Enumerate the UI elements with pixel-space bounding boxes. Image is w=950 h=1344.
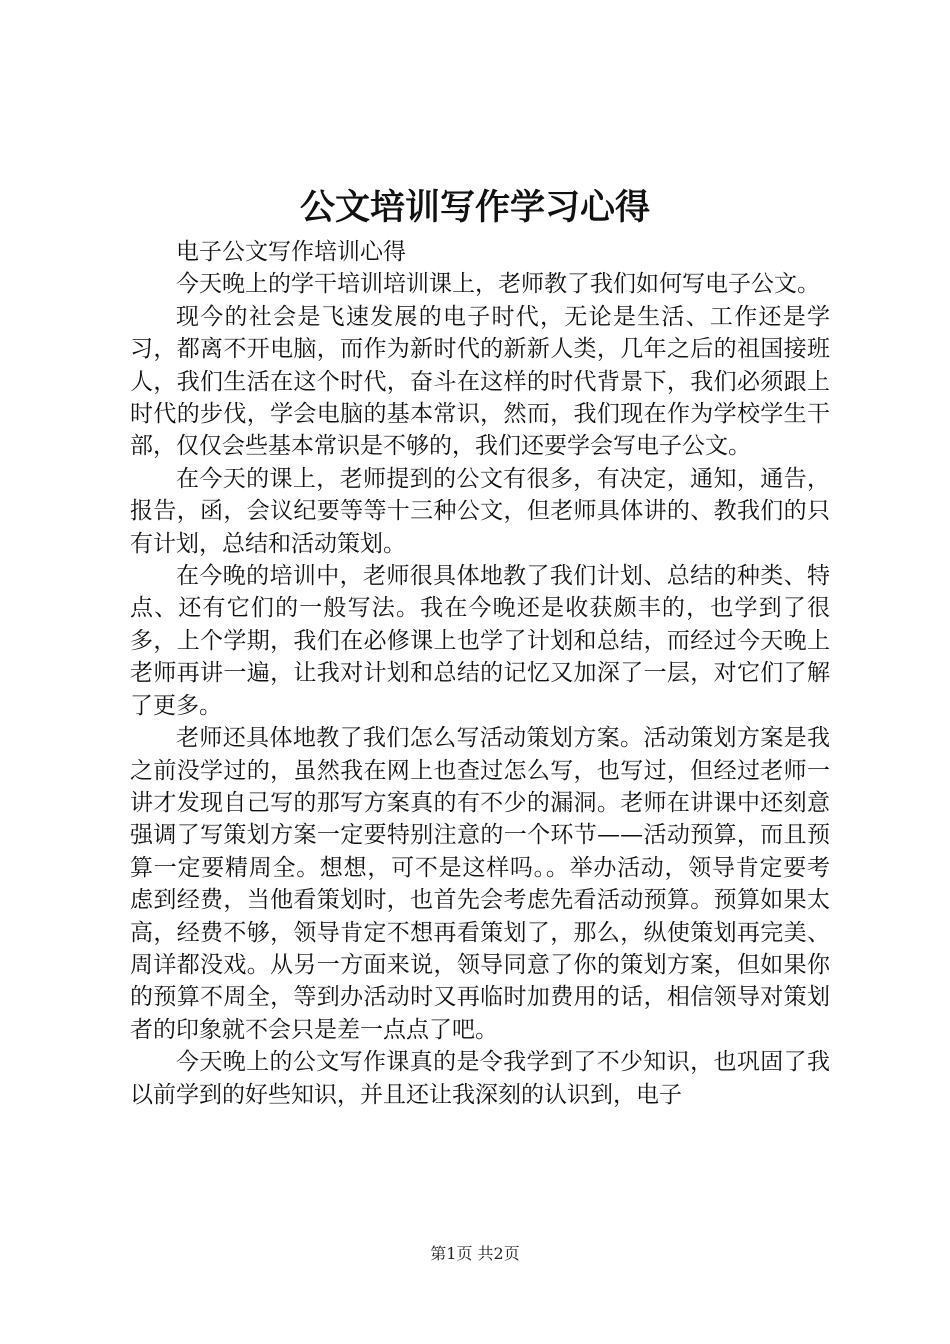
body-paragraph: 现今的社会是飞速发展的电子时代，无论是生活、工作还是学习，都离不开电脑，而作为新时代的新新人类，几年之后的祖国接班人，我们生活在这个时代，奋斗在这样的时代背景下，我们必须跟上时代的步伐，学会电脑的基本常识，然而，我们现在作为学校学生干部，仅仅会些基本常识是不够的，我们还要学会写电子公文。 (130, 303, 830, 460)
page-number-footer: 第1页 共2页 (430, 1244, 520, 1263)
body-paragraph: 老师还具体地教了我们怎么写活动策划方案。活动策划方案是我之前没学过的，虽然我在网上也查过怎么写，也写过，但经过老师一讲才发现自己写的那写方案真的有不少的漏洞。老师在讲课中还刻意强调了写策划方案一定要特别注意的一个环节——活动预算，而且预算一定要精周全。想想，可不是这样吗。。举办活动，领导肯定要考虑到经费，当他看策划时，也首先会考虑先看活动预算。预算如果太高，经费不够，领导肯定不想再看策划了，那么，纵使策划再完美、周详都没戏。从另一方面来说，领导同意了你的策划方案，但如果你的预算不周全，等到办活动时又再临时加费用的话，相信领导对策划者的印象就不会只是差一点点了吧。 (130, 725, 830, 1043)
body-paragraph: 电子公文写作培训心得 (176, 239, 406, 265)
body-paragraph: 在今晚的培训中，老师很具体地教了我们计划、总结的种类、特点、还有它们的一般写法。我在今晚还是收获颇丰的，也学到了很多，上个学期，我们在必修课上也学了计划和总结，而经过今天晚上老师再讲一遍，让我对计划和总结的记忆又加深了一层，对它们了解了更多。 (130, 563, 830, 719)
document-body (130, 236, 830, 1111)
document-title: 公文培训写作学习心得 (299, 187, 650, 228)
body-paragraph: 今天晚上的公文写作课真的是令我学到了不少知识，也巩固了我以前学到的好些知识，并且还让我深刻的认识到，电子 (130, 1049, 830, 1108)
body-paragraph: 在今天的课上，老师提到的公文有很多，有决定，通知，通告，报告，函，会议纪要等等十三种公文，但老师具体讲的、教我们的只有计划，总结和活动策划。 (130, 465, 830, 557)
body-paragraph: 今天晚上的学干培训培训课上，老师教了我们如何写电子公文。 (176, 271, 820, 298)
